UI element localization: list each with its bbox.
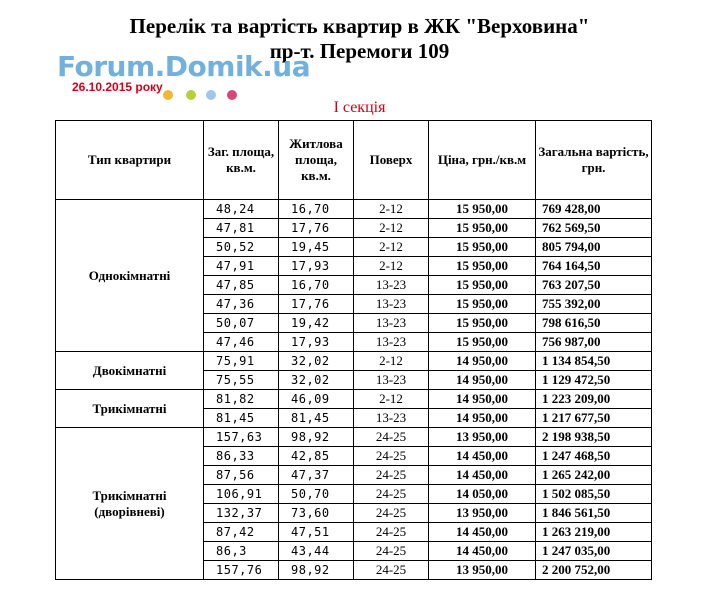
total-cost-cell: 756 987,00 <box>536 333 652 352</box>
total-area-cell: 81,45 <box>204 409 279 428</box>
total-cost-cell: 755 392,00 <box>536 295 652 314</box>
living-area-cell: 98,92 <box>279 428 354 447</box>
floor-cell: 2-12 <box>354 238 429 257</box>
total-cost-cell: 763 207,50 <box>536 276 652 295</box>
living-area-cell: 17,76 <box>279 295 354 314</box>
total-cost-cell: 798 616,50 <box>536 314 652 333</box>
price-cell: 15 950,00 <box>429 257 536 276</box>
table-header-row <box>56 121 652 200</box>
price-cell: 14 450,00 <box>429 523 536 542</box>
floor-cell: 13-23 <box>354 333 429 352</box>
living-area-cell: 98,92 <box>279 561 354 580</box>
floor-cell: 24-25 <box>354 542 429 561</box>
total-cost-cell: 1 129 472,50 <box>536 371 652 390</box>
floor-cell: 13-23 <box>354 371 429 390</box>
total-area-cell: 75,91 <box>204 352 279 371</box>
price-cell: 15 950,00 <box>429 238 536 257</box>
living-area-cell: 46,09 <box>279 390 354 409</box>
total-area-cell: 86,33 <box>204 447 279 466</box>
apartments-table <box>55 120 652 580</box>
floor-cell: 13-23 <box>354 409 429 428</box>
watermark-logo: Forum.Domik.ua <box>57 50 311 83</box>
total-area-cell: 87,42 <box>204 523 279 542</box>
total-cost-cell: 1 247 035,00 <box>536 542 652 561</box>
floor-cell: 24-25 <box>354 523 429 542</box>
price-cell: 15 950,00 <box>429 295 536 314</box>
living-area-cell: 17,76 <box>279 219 354 238</box>
total-cost-cell: 2 198 938,50 <box>536 428 652 447</box>
total-area-cell: 47,85 <box>204 276 279 295</box>
total-cost-cell: 1 134 854,50 <box>536 352 652 371</box>
price-cell: 13 950,00 <box>429 428 536 447</box>
table-row <box>56 428 652 447</box>
total-cost-cell: 805 794,00 <box>536 238 652 257</box>
apartment-type-cell: Двокімнатні <box>56 352 204 390</box>
price-cell: 15 950,00 <box>429 314 536 333</box>
total-cost-cell: 1 502 085,50 <box>536 485 652 504</box>
total-area-cell: 157,63 <box>204 428 279 447</box>
price-cell: 14 950,00 <box>429 390 536 409</box>
living-area-cell: 32,02 <box>279 371 354 390</box>
watermark-date: 26.10.2015 року <box>72 80 163 94</box>
column-header-type: Тип квартири <box>56 121 204 200</box>
living-area-cell: 81,45 <box>279 409 354 428</box>
living-area-cell: 43,44 <box>279 542 354 561</box>
floor-cell: 13-23 <box>354 276 429 295</box>
table-row <box>56 352 652 371</box>
price-cell: 14 050,00 <box>429 485 536 504</box>
total-area-cell: 50,52 <box>204 238 279 257</box>
living-area-cell: 16,70 <box>279 276 354 295</box>
living-area-cell: 17,93 <box>279 257 354 276</box>
table-row <box>56 200 652 219</box>
total-cost-cell: 1 223 209,00 <box>536 390 652 409</box>
total-cost-cell: 764 164,50 <box>536 257 652 276</box>
total-cost-cell: 2 200 752,00 <box>536 561 652 580</box>
total-cost-cell: 762 569,50 <box>536 219 652 238</box>
living-area-cell: 73,60 <box>279 504 354 523</box>
living-area-cell: 50,70 <box>279 485 354 504</box>
price-cell: 14 950,00 <box>429 352 536 371</box>
column-header-price: Ціна, грн./кв.м <box>429 121 536 200</box>
total-area-cell: 87,56 <box>204 466 279 485</box>
living-area-cell: 47,37 <box>279 466 354 485</box>
floor-cell: 2-12 <box>354 200 429 219</box>
total-cost-cell: 1 265 242,00 <box>536 466 652 485</box>
floor-cell: 13-23 <box>354 314 429 333</box>
title-line-1: Перелік та вартість квартир в ЖК "Верховина" <box>129 14 590 38</box>
living-area-cell: 17,93 <box>279 333 354 352</box>
price-cell: 14 950,00 <box>429 371 536 390</box>
total-cost-cell: 1 263 219,00 <box>536 523 652 542</box>
price-cell: 14 450,00 <box>429 466 536 485</box>
column-header-total-area: Заг. площа, кв.м. <box>204 121 279 200</box>
total-area-cell: 132,37 <box>204 504 279 523</box>
floor-cell: 24-25 <box>354 561 429 580</box>
floor-cell: 24-25 <box>354 504 429 523</box>
price-cell: 14 450,00 <box>429 447 536 466</box>
column-header-total-cost: Загальна вартість, грн. <box>536 121 652 200</box>
total-cost-cell: 1 846 561,50 <box>536 504 652 523</box>
floor-cell: 24-25 <box>354 466 429 485</box>
table-row <box>56 390 652 409</box>
total-area-cell: 50,07 <box>204 314 279 333</box>
floor-cell: 2-12 <box>354 352 429 371</box>
title-line-2: пр-т. Перемоги 109 <box>269 39 450 63</box>
living-area-cell: 42,85 <box>279 447 354 466</box>
living-area-cell: 32,02 <box>279 352 354 371</box>
total-area-cell: 47,91 <box>204 257 279 276</box>
floor-cell: 2-12 <box>354 390 429 409</box>
price-cell: 13 950,00 <box>429 504 536 523</box>
total-cost-cell: 1 217 677,50 <box>536 409 652 428</box>
price-cell: 15 950,00 <box>429 333 536 352</box>
price-cell: 14 450,00 <box>429 542 536 561</box>
living-area-cell: 19,42 <box>279 314 354 333</box>
total-area-cell: 106,91 <box>204 485 279 504</box>
floor-cell: 2-12 <box>354 257 429 276</box>
apartment-type-cell: Трикімнатні <box>56 390 204 428</box>
total-area-cell: 48,24 <box>204 200 279 219</box>
floor-cell: 24-25 <box>354 428 429 447</box>
floor-cell: 24-25 <box>354 485 429 504</box>
price-cell: 14 950,00 <box>429 409 536 428</box>
total-area-cell: 75,55 <box>204 371 279 390</box>
price-cell: 15 950,00 <box>429 219 536 238</box>
column-header-floor: Поверх <box>354 121 429 200</box>
total-area-cell: 47,81 <box>204 219 279 238</box>
total-area-cell: 157,76 <box>204 561 279 580</box>
total-area-cell: 86,3 <box>204 542 279 561</box>
table-body <box>56 200 652 580</box>
living-area-cell: 16,70 <box>279 200 354 219</box>
apartment-type-cell: Трикімнатні (дворівневі) <box>56 428 204 580</box>
price-cell: 13 950,00 <box>429 561 536 580</box>
price-cell: 15 950,00 <box>429 276 536 295</box>
living-area-cell: 19,45 <box>279 238 354 257</box>
floor-cell: 24-25 <box>354 447 429 466</box>
living-area-cell: 47,51 <box>279 523 354 542</box>
section-label: І секція <box>333 99 386 116</box>
floor-cell: 2-12 <box>354 219 429 238</box>
total-area-cell: 47,46 <box>204 333 279 352</box>
total-area-cell: 47,36 <box>204 295 279 314</box>
column-header-living-area: Житлова площа, кв.м. <box>279 121 354 200</box>
apartment-type-cell: Однокімнатні <box>56 200 204 352</box>
price-cell: 15 950,00 <box>429 200 536 219</box>
total-cost-cell: 1 247 468,50 <box>536 447 652 466</box>
total-area-cell: 81,82 <box>204 390 279 409</box>
total-cost-cell: 769 428,00 <box>536 200 652 219</box>
floor-cell: 13-23 <box>354 295 429 314</box>
